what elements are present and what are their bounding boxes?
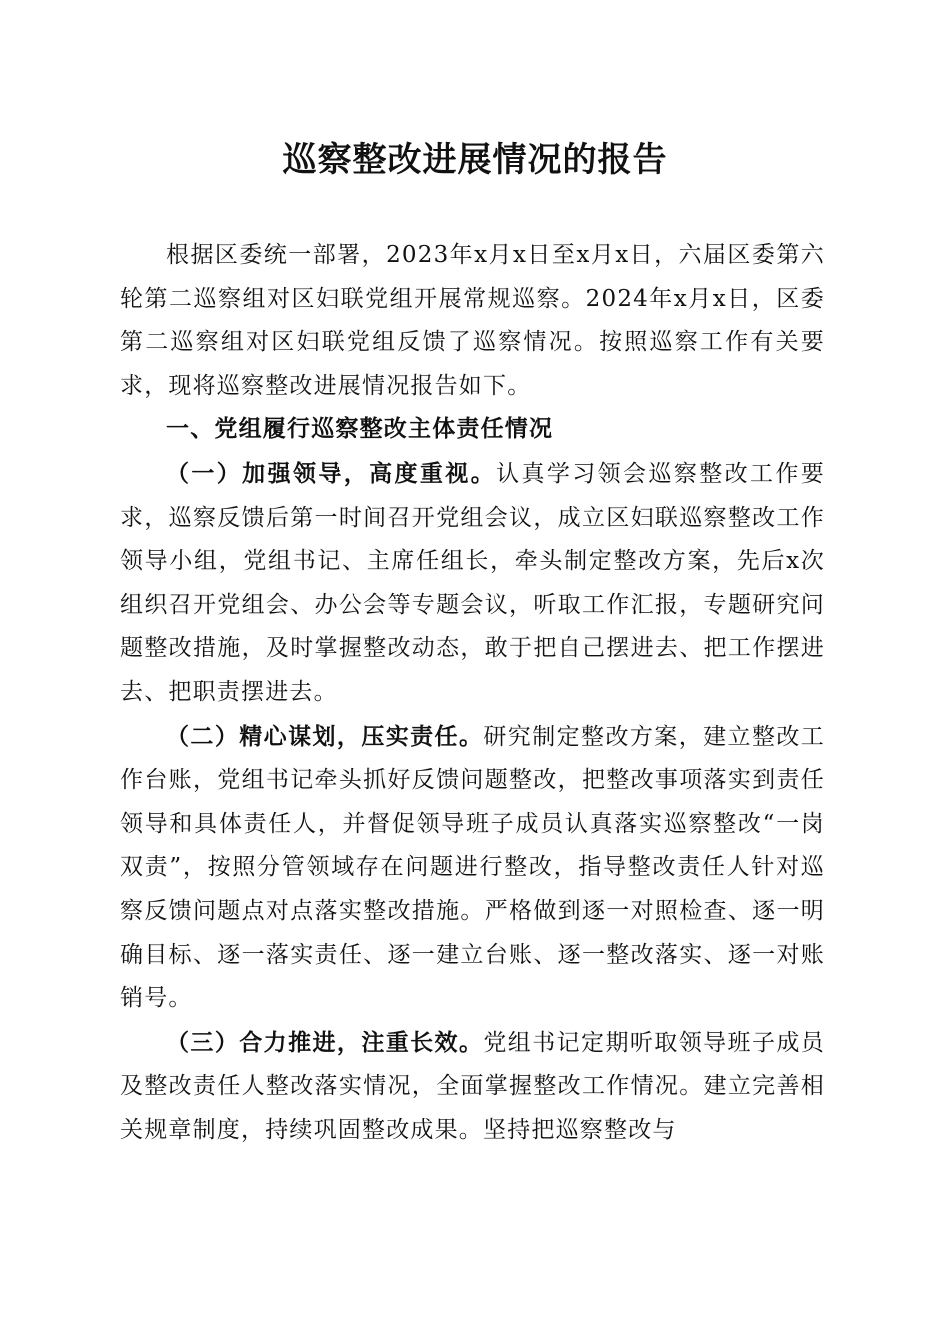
subsection-lead-1: （一）加强领导，高度重视。 <box>166 459 497 487</box>
section-heading: 一、党组履行巡察整改主体责任情况 <box>166 416 554 443</box>
subsection-text-3: 党组书记定期听取领导班子成员及整改责任人整改落实情况，全面掌握整改工作情况。建立完善相关规章制度，持续巩固整改成果。坚持把巡察整改与 <box>120 1029 825 1143</box>
subsection-text-2: 研究制定整改方案，建立整改工作台账，党组书记牵头抓好反馈问题整改，把整改事项落实到责任领导和具体责任人，并督促领导班子成员认真落实巡察整改“一岗双责”，按照分管领域存在问题进行整改，指导整改责任人针对巡察反馈问题点对点落实整改措施。严格做到逐一对照检查、逐一明确目标、逐一落实责任、逐一建立台账、逐一整改落实、逐一对账销号。 <box>120 723 825 1012</box>
subsection-paragraph-3 <box>120 1021 825 1153</box>
subsection-lead-3: （三）合力推进，注重长效。 <box>166 1028 484 1056</box>
subsection-text-1: 认真学习领会巡察整改工作要求，巡察反馈后第一时间召开党组会议，成立区妇联巡察整改工作领导小组，党组书记、主席任组长，牵头制定整改方案，先后x次组织召开党组会、办公会等专题会议，听取工作汇报，专题研究问题整改措施，及时掌握整改动态，敢于把自己摆进去、把工作摆进去、把职责摆进去。 <box>120 460 825 705</box>
subsection-lead-2: （二）精心谋划，压实责任。 <box>166 722 484 750</box>
subsection-paragraph-2 <box>120 715 825 1021</box>
intro-paragraph: 根据区委统一部署，2023年x月x日至x月x日，六届区委第六轮第二巡察组对区妇联党组开展常规巡察。2024年x月x日，区委第二巡察组对区妇联党组反馈了巡察情况。按照巡察工作有关要求，现将巡察整改进展情况报告如下。 <box>120 242 825 399</box>
document-title: 巡察整改进展情况的报告 <box>282 140 668 180</box>
document-body <box>120 234 825 1152</box>
subsection-paragraph-1 <box>120 452 825 715</box>
